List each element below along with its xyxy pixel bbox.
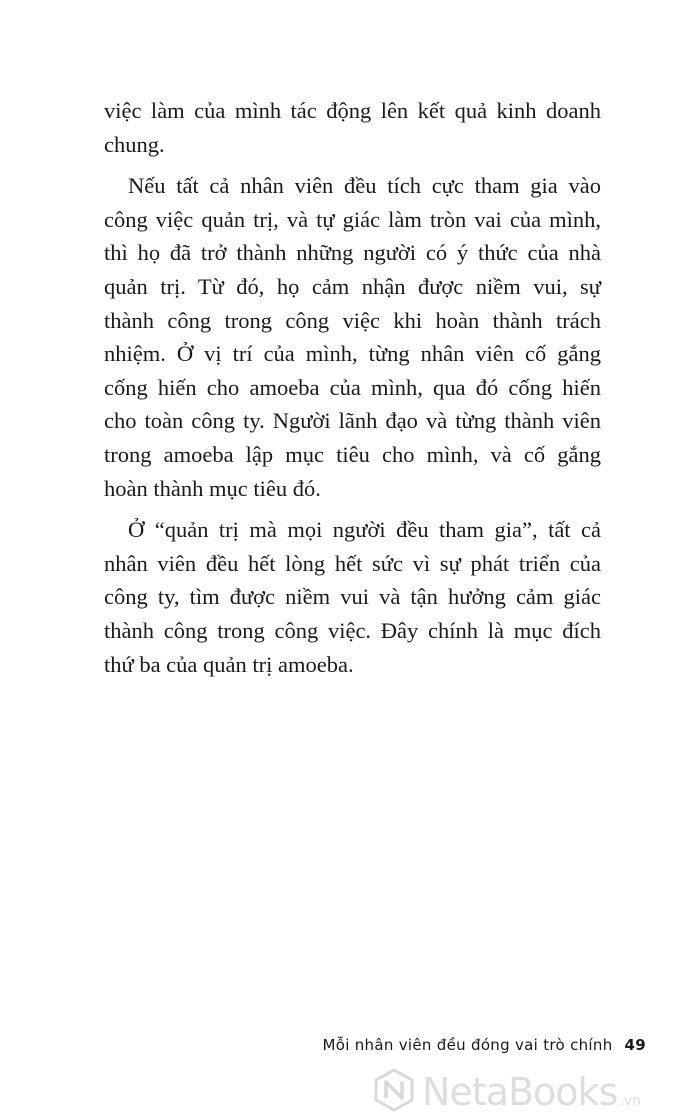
watermark-suffix: .vn <box>619 1093 641 1109</box>
text-line: quản trị. Từ đó, họ cảm nhận được niềm vui, sự <box>104 273 601 299</box>
body-text <box>104 94 601 681</box>
page-footer <box>0 1032 646 1058</box>
watermark-text: NetaBooks .vn <box>422 1070 641 1114</box>
text-line: nhân viên đều hết lòng hết sức vì sự phát triển của <box>104 550 601 576</box>
text-line: nhiệm. Ở vị trí của mình, từng nhân viên cố gắng <box>104 341 601 367</box>
text-line: Ở “quản trị mà mọi người đều tham gia”, tất cả <box>128 517 601 543</box>
text-line: việc làm của mình tác động lên kết quả kinh doanh <box>104 98 601 123</box>
page-number: 49 <box>624 1036 646 1054</box>
paragraph-2 <box>104 169 601 505</box>
text-line: thứ ba của quản trị amoeba. <box>104 651 354 677</box>
text-line: cống hiến cho amoeba của mình, qua đó cống hiến <box>104 374 601 400</box>
text-line: thành công trong công việc khi hoàn thành trách <box>104 307 601 333</box>
text-line: công việc quản trị, và tự giác làm tròn vai của mình, <box>104 206 601 232</box>
paragraph-3 <box>104 513 601 681</box>
text-line: hoàn thành mục tiêu đó. <box>104 475 321 501</box>
text-line: Nếu tất cả nhân viên đều tích cực tham gia vào <box>128 173 601 199</box>
watermark <box>372 1070 692 1114</box>
text-line: thì họ đã trở thành những người có ý thức của nhà <box>104 240 601 266</box>
paragraph-1 <box>104 94 601 161</box>
netabooks-logo-icon <box>372 1068 416 1116</box>
text-line: công ty, tìm được niềm vui và tận hưởng cảm giác <box>104 584 601 610</box>
text-line: cho toàn công ty. Người lãnh đạo và từng thành viên <box>104 408 601 434</box>
text-line: trong amoeba lập mục tiêu cho mình, và cố gắng <box>104 441 601 467</box>
running-title: Mỗi nhân viên đều đóng vai trò chính <box>322 1036 613 1054</box>
text-line: chung. <box>104 131 165 157</box>
text-line: thành công trong công việc. Đây chính là mục đích <box>104 617 601 643</box>
